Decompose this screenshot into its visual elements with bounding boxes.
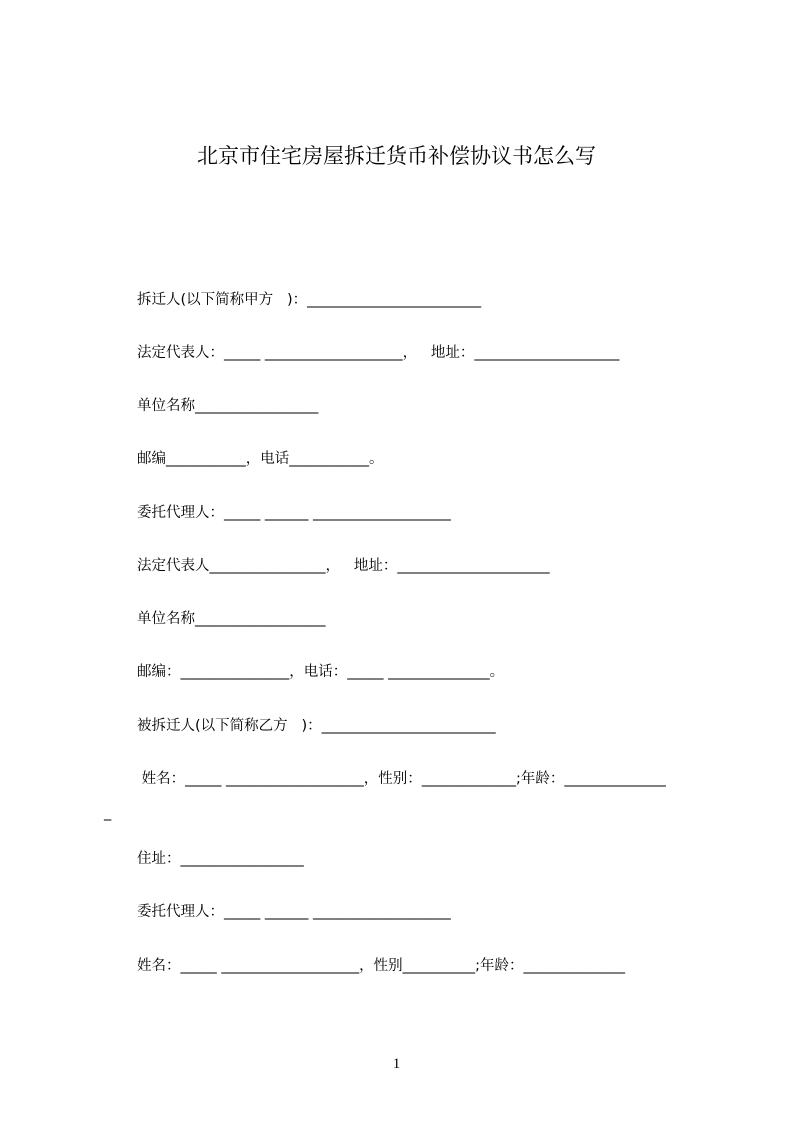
legal-rep-address-line-2: 法定代表人________________， 地址：_____________________ [137,558,550,574]
unit-name-line: 单位名称_________________ [137,398,319,414]
unit-name-line-2: 单位名称__________________ [137,611,326,627]
postcode-phone-line: 邮编___________，电话___________。 [137,451,384,467]
name-gender-age-line-2: 姓名：_____ ___________________，性别__________;年龄：______________ [137,958,625,974]
residence-line: 住址：_________________ [137,851,304,867]
name-gender-age-line: 姓名：_____ ___________________，性别：_____________;年龄：______________ [137,771,666,787]
agent-line: 委托代理人：_____ ______ ___________________ [137,505,451,521]
agent-line-2: 委托代理人：_____ ______ ___________________ [137,904,451,920]
legal-rep-address-line: 法定代表人：_____ ___________________， 地址：____________________ [137,345,620,361]
page-number: 1 [392,1056,401,1072]
demolished-party-line: 被拆迁人(以下简称乙方 )：________________________ [137,718,496,734]
postcode-phone-line-2: 邮编：_______________，电话：_____ ______________。 [137,664,505,680]
demolisher-line: 拆迁人(以下简称甲方 )：________________________ [137,292,482,308]
document-title: 北京市住宅房屋拆迁货币补偿协议书怎么写 [197,144,596,168]
wrapped-underscore: _ [104,805,112,821]
